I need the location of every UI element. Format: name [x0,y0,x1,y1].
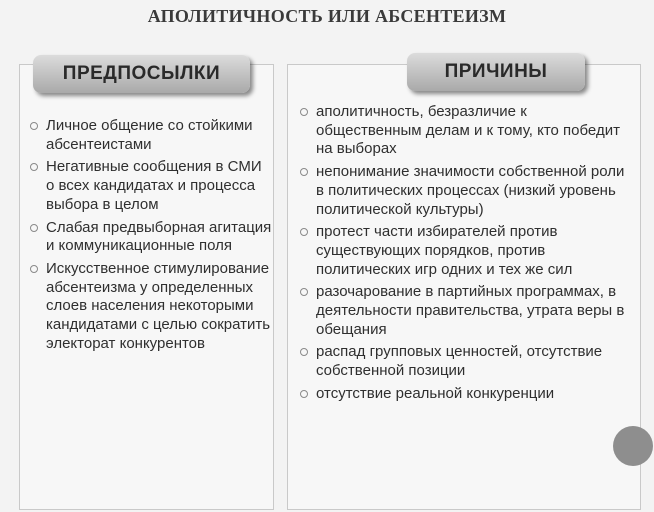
list-item [294,343,634,380]
list-item [294,163,634,219]
list-item-text: Личное общение со стойкими абсентеистами [46,117,253,153]
causes-heading: ПРИЧИНЫ [407,53,585,91]
circle-bullet-icon [30,224,38,232]
gray-circle-decoration [613,426,653,466]
list-item [24,158,274,214]
list-item-text: Искусственное стимулирование абсентеизма у определенных слоев населения некоторыми кандидатами с целью сократить электорат конкурентов [46,259,271,352]
list-item [294,103,634,159]
circle-bullet-icon [300,348,308,356]
list-item [294,385,634,404]
list-item [294,223,634,279]
circle-bullet-icon [300,108,308,116]
prerequisites-list [24,117,274,357]
list-item-text: распад групповых ценностей, отсутствие собственной позиции [316,343,603,380]
circle-bullet-icon [300,228,308,236]
list-item-text: разочарование в партийных программах, в деятельности правительства, утрата веры в обещания [316,283,625,338]
diagram-title: АПОЛИТИЧНОСТЬ ИЛИ АБСЕНТЕИЗМ [147,6,507,26]
list-item-text: Слабая предвыборная агитация и коммуникационные поля [46,218,272,255]
list-item-text: Негативные сообщения в СМИ о всех кандидатах и процесса выбора в целом [46,158,262,213]
circle-bullet-icon [30,163,38,171]
list-item [294,283,634,339]
list-item [24,117,274,154]
circle-bullet-icon [300,288,308,296]
list-item-text: протест части избирателей против существующих порядков, против политических игр одних и тех же сил [316,223,573,278]
prerequisites-heading: ПРЕДПОСЫЛКИ [33,55,250,93]
circle-bullet-icon [30,265,38,273]
list-item [24,219,274,256]
list-item [24,260,274,354]
circle-bullet-icon [300,390,308,398]
list-item-text: непонимание значимости собственной роли в политических процессах (низкий уровень политической культуры) [316,163,625,218]
list-item-text: отсутствие реальной конкуренции [316,384,555,402]
circle-bullet-icon [300,168,308,176]
list-item-text: аполитичность, безразличие к общественным делам и к тому, кто победит на выборах [316,103,620,158]
causes-list [294,103,634,408]
circle-bullet-icon [30,122,38,130]
